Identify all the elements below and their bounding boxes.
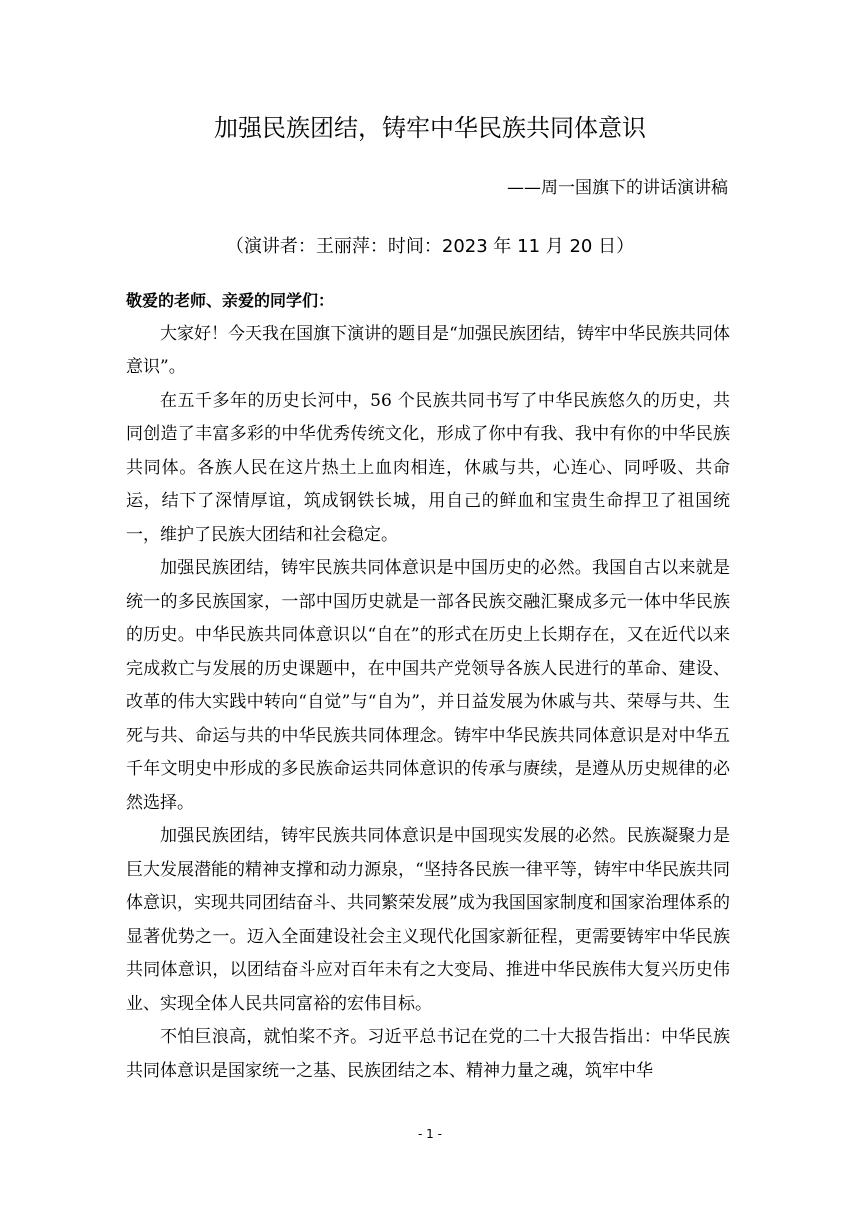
document-body xyxy=(126,284,730,1088)
document-title: 加强民族团结，铸牢中华民族共同体意识 xyxy=(214,114,646,142)
paragraph: 不怕巨浪高，就怕桨不齐。习近平总书记在党的二十大报告指出：中华民族共同体意识是国家统一之基、民族团结之本、精神力量之魂，筑牢中华 xyxy=(126,1027,730,1081)
paragraph: 大家好！今天我在国旗下演讲的题目是“加强民族团结，铸牢中华民族共同体意识”。 xyxy=(126,323,730,377)
page-number: - 1 - xyxy=(418,1127,442,1141)
paragraph: 在五千多年的历史长河中，56 个民族共同书写了中华民族悠久的历史，共同创造了丰富多彩的中华优秀传统文化，形成了你中有我、我中有你的中华民族共同体。各族人民在这片热土上血肉相连，休戚与共，心连心、同呼吸、共命运，结下了深情厚谊，筑成钢铁长城，用自己的鲜血和宝贵生命捍卫了祖国统一，维护了民族大团结和社会稳定。 xyxy=(126,390,730,545)
salutation: 敬爱的老师、亲爱的同学们： xyxy=(126,291,335,310)
speaker-line: （演讲者：王丽萍：时间：2023 年 11 月 20 日） xyxy=(225,236,635,257)
paragraph: 加强民族团结，铸牢民族共同体意识是中国历史的必然。我国自古以来就是统一的多民族国家，一部中国历史就是一部各民族交融汇聚成多元一体中华民族的历史。中华民族共同体意识以“自在”的形式在历史上长期存在，又在近代以来完成救亡与发展的历史课题中，在中国共产党领导各族人民进行的革命、建设、改革的伟大实践中转向“自觉”与“自为”，并日益发展为休戚与共、荣辱与共、生死与共、命运与共的中华民族共同体理念。铸牢中华民族共同体意识是对中华五千年文明史中形成的多民族命运共同体意识的传承与赓续，是遵从历史规律的必然选择。 xyxy=(126,558,730,813)
paragraph: 加强民族团结，铸牢民族共同体意识是中国现实发展的必然。民族凝聚力是巨大发展潜能的精神支撑和动力源泉，“坚持各民族一律平等，铸牢中华民族共同体意识，实现共同团结奋斗、共同繁荣发展”成为我国国家制度和国家治理体系的显著优势之一。迈入全面建设社会主义现代化国家新征程，更需要铸牢中华民族共同体意识，以团结奋斗应对百年未有之大变局、推进中华民族伟大复兴历史伟业、实现全体人民共同富裕的宏伟目标。 xyxy=(126,826,730,1014)
document-subtitle: ——周一国旗下的讲话演讲稿 xyxy=(507,178,728,198)
